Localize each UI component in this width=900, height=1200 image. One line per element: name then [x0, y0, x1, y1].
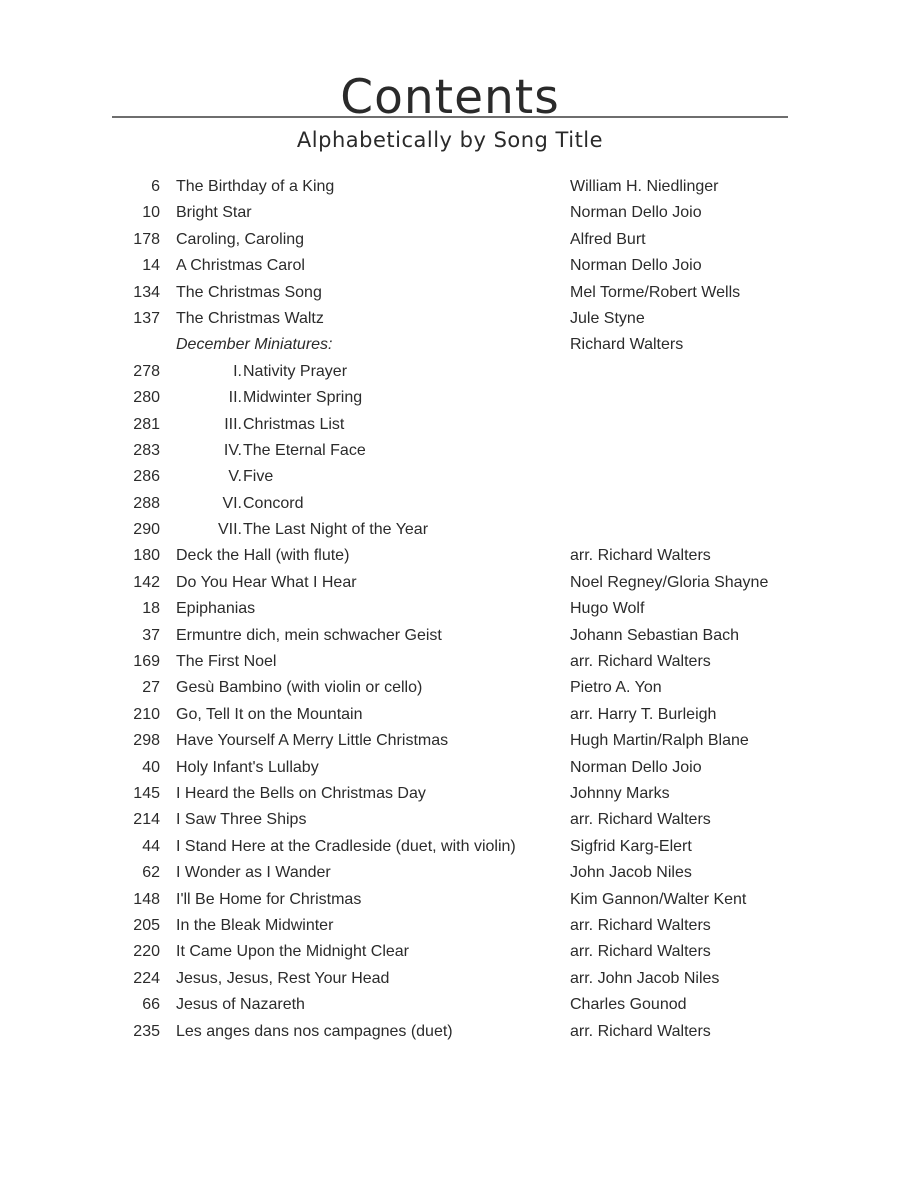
- page-number: 18: [142, 600, 160, 618]
- page-number: 280: [133, 389, 160, 407]
- contents-row: [0, 438, 900, 464]
- contents-row: [0, 913, 900, 939]
- composer: arr. Harry T. Burleigh: [570, 705, 717, 723]
- movement-numeral: III.: [224, 415, 242, 433]
- contents-row: [0, 227, 900, 253]
- song-title: In the Bleak Midwinter: [176, 916, 334, 934]
- movement-numeral: V.: [228, 468, 242, 486]
- composer: arr. Richard Walters: [570, 547, 711, 565]
- song-title: I Saw Three Ships: [176, 811, 307, 829]
- composer: John Jacob Niles: [570, 864, 692, 882]
- composer: Pietro A. Yon: [570, 679, 662, 697]
- page-number: 288: [133, 494, 160, 512]
- composer: Charles Gounod: [570, 996, 687, 1014]
- composer: Norman Dello Joio: [570, 758, 702, 776]
- contents-row: [0, 385, 900, 411]
- composer: arr. Richard Walters: [570, 1022, 711, 1040]
- movement-title: Concord: [243, 494, 304, 512]
- page-number: 180: [133, 547, 160, 565]
- page-number: 235: [133, 1022, 160, 1040]
- song-title: Gesù Bambino (with violin or cello): [176, 679, 423, 697]
- page-number: 290: [133, 521, 160, 539]
- page-number: 134: [133, 283, 160, 301]
- movement-numeral: VI.: [222, 494, 242, 512]
- song-title: It Came Upon the Midnight Clear: [176, 943, 409, 961]
- contents-row: [0, 1019, 900, 1045]
- contents-list: [0, 174, 900, 1045]
- contents-row: [0, 623, 900, 649]
- song-title: Jesus of Nazareth: [176, 996, 305, 1014]
- song-title: The Christmas Song: [176, 283, 322, 301]
- song-title: The Christmas Waltz: [176, 309, 324, 327]
- composer: arr. John Jacob Niles: [570, 969, 720, 987]
- composer: Mel Torme/Robert Wells: [570, 283, 741, 301]
- composer: William H. Niedlinger: [570, 178, 719, 195]
- contents-row: [0, 570, 900, 596]
- contents-row: [0, 464, 900, 490]
- composer: Kim Gannon/Walter Kent: [570, 890, 747, 908]
- song-title: I Heard the Bells on Christmas Day: [176, 784, 426, 802]
- movement-numeral: I.: [233, 362, 242, 380]
- page-number: 210: [133, 705, 160, 723]
- page-number: 40: [142, 758, 160, 776]
- page-subtitle: Alphabetically by Song Title: [296, 128, 604, 152]
- contents-row: [0, 253, 900, 279]
- contents-row: [0, 939, 900, 965]
- song-title: Holy Infant's Lullaby: [176, 758, 319, 776]
- movement-title: The Last Night of the Year: [243, 521, 429, 539]
- page-number: 281: [133, 415, 160, 433]
- movement-title: The Eternal Face: [243, 441, 366, 459]
- composer: Hugo Wolf: [570, 600, 645, 618]
- composer: Norman Dello Joio: [570, 204, 702, 222]
- page-number: 62: [142, 864, 160, 882]
- contents-row: [0, 807, 900, 833]
- composer: Johnny Marks: [570, 784, 670, 802]
- page-number: 283: [133, 441, 160, 459]
- contents-row: [0, 781, 900, 807]
- page-number: 214: [133, 811, 160, 829]
- song-title: Do You Hear What I Hear: [176, 573, 357, 591]
- contents-row: [0, 543, 900, 569]
- contents-row: [0, 675, 900, 701]
- song-title: Ermuntre dich, mein schwacher Geist: [176, 626, 442, 644]
- song-title: Go, Tell It on the Mountain: [176, 705, 363, 723]
- page-number: 205: [133, 916, 160, 934]
- composer: arr. Richard Walters: [570, 811, 711, 829]
- page-number: 298: [133, 732, 160, 750]
- movement-numeral: II.: [228, 389, 242, 407]
- song-title: Caroling, Caroling: [176, 230, 305, 248]
- contents-row: [0, 306, 900, 332]
- page-number: 142: [133, 573, 160, 591]
- contents-row: [0, 517, 900, 543]
- page-number: 44: [142, 837, 160, 855]
- song-title: The First Noel: [176, 653, 277, 671]
- song-title: I Wonder as I Wander: [176, 864, 331, 882]
- page-number: 169: [133, 653, 160, 671]
- contents-row: [0, 966, 900, 992]
- contents-row: [0, 596, 900, 622]
- contents-row: [0, 834, 900, 860]
- composer: Sigfrid Karg-Elert: [570, 837, 692, 855]
- song-title: Epiphanias: [176, 600, 256, 618]
- contents-row: [0, 280, 900, 306]
- page-number: 224: [133, 969, 160, 987]
- page-number: 27: [142, 679, 160, 697]
- contents-row: [0, 702, 900, 728]
- page-number: 278: [133, 362, 160, 380]
- movement-numeral: VII.: [217, 521, 242, 539]
- composer: Hugh Martin/Ralph Blane: [570, 732, 749, 750]
- song-title: I'll Be Home for Christmas: [176, 890, 362, 908]
- page-number: 37: [142, 626, 160, 644]
- page-number: 286: [133, 468, 160, 486]
- song-title: Deck the Hall (with flute): [176, 547, 350, 565]
- contents-row: [0, 174, 900, 200]
- title-divider: [112, 116, 788, 118]
- composer: arr. Richard Walters: [570, 653, 711, 671]
- page-number: 10: [142, 204, 160, 222]
- song-title: Les anges dans nos campagnes (duet): [176, 1022, 453, 1040]
- page-number: 220: [133, 943, 160, 961]
- contents-row: [0, 887, 900, 913]
- contents-row: [0, 200, 900, 226]
- song-title: Jesus, Jesus, Rest Your Head: [176, 969, 390, 987]
- page-title: Contents: [340, 70, 560, 125]
- contents-row: [0, 332, 900, 358]
- movement-title: Midwinter Spring: [243, 389, 363, 407]
- composer: Noel Regney/Gloria Shayne: [570, 573, 769, 591]
- page-number: 66: [142, 996, 160, 1014]
- song-title: The Birthday of a King: [176, 178, 335, 195]
- song-title: December Miniatures:: [176, 336, 333, 354]
- movement-title: Nativity Prayer: [243, 362, 348, 380]
- page-number: 6: [151, 178, 160, 195]
- song-title: Have Yourself A Merry Little Christmas: [176, 732, 449, 750]
- song-title: A Christmas Carol: [176, 257, 305, 275]
- song-title: Bright Star: [176, 204, 252, 222]
- contents-row: [0, 992, 900, 1018]
- movement-title: Christmas List: [243, 415, 345, 433]
- contents-row: [0, 491, 900, 517]
- page-number: 148: [133, 890, 160, 908]
- contents-row: [0, 755, 900, 781]
- contents-row: [0, 728, 900, 754]
- movement-title: Five: [243, 468, 274, 486]
- page-number: 137: [133, 309, 160, 327]
- movement-numeral: IV.: [223, 441, 242, 459]
- composer: Alfred Burt: [570, 230, 646, 248]
- composer: Richard Walters: [570, 336, 684, 354]
- song-title: I Stand Here at the Cradleside (duet, with violin): [176, 837, 516, 855]
- composer: Jule Styne: [570, 309, 645, 327]
- contents-row: [0, 359, 900, 385]
- page-number: 14: [142, 257, 160, 275]
- contents-row: [0, 412, 900, 438]
- page-number: 178: [133, 230, 160, 248]
- page-number: 145: [133, 784, 160, 802]
- contents-row: [0, 649, 900, 675]
- contents-row: [0, 860, 900, 886]
- composer: Norman Dello Joio: [570, 257, 702, 275]
- composer: arr. Richard Walters: [570, 916, 711, 934]
- composer: Johann Sebastian Bach: [570, 626, 740, 644]
- composer: arr. Richard Walters: [570, 943, 711, 961]
